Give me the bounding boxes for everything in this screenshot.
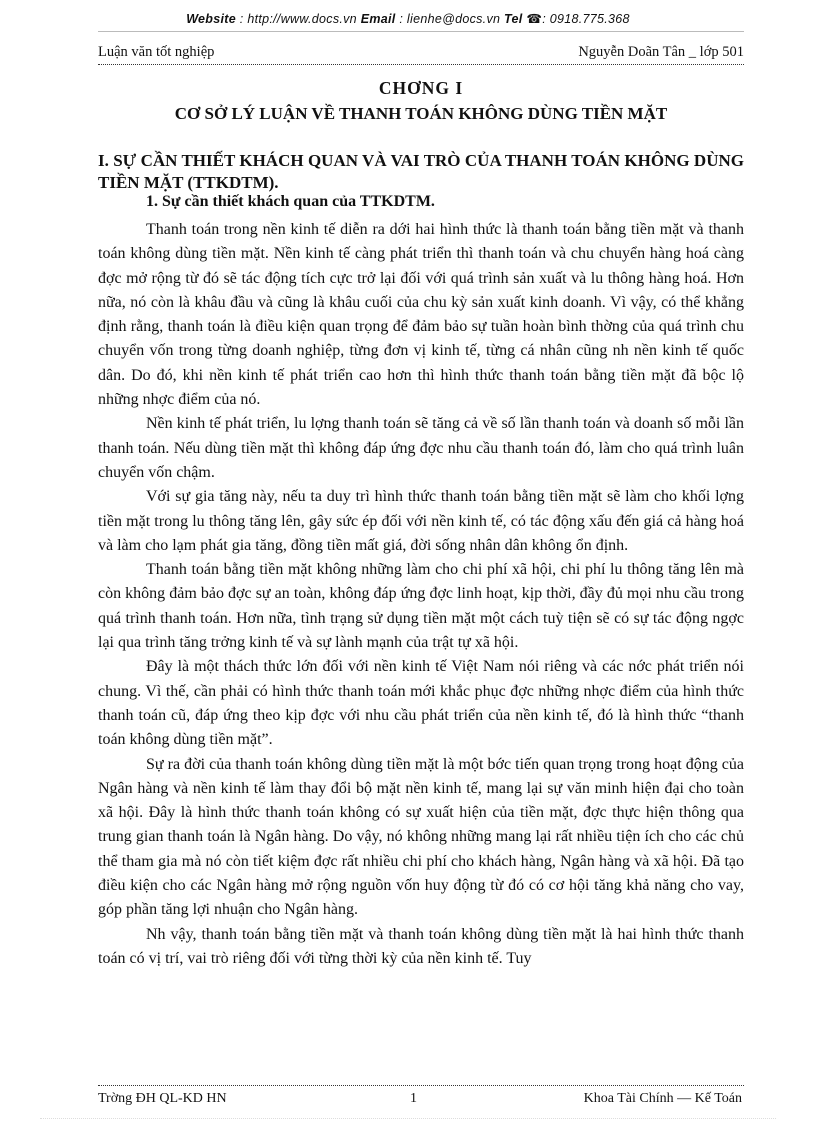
website-value: : http://www.docs.vn [239, 12, 357, 26]
subsection-heading: 1. Sự cần thiết khách quan của TTKDTM. [146, 193, 435, 210]
page-bottom-border [40, 1118, 776, 1119]
header-right-text: Nguyễn Doãn Tân _ lớp 501 [578, 44, 744, 60]
website-label: Website [186, 12, 236, 26]
tel-value: ☎: 0918.775.368 [526, 12, 630, 26]
paragraph: Đây là một thách thức lớn đối với nền kinh tế Việt Nam nói riêng và các nớc phát triển nói chung. Vì thế, cần phải có hình thức thanh toán mới khắc phục đợc những nhợc điểm của hình thức thanh toán cũ, đáp ứng theo kịp đợc với nhu cầu phát triển của nền kinh tế, đó là hình thức “thanh toán không dùng tiền mặt”. [98, 658, 744, 749]
paragraph: Nh vậy, thanh toán bằng tiền mặt và thanh toán không dùng tiền mặt là hai hình thức thanh toán có vị trí, vai trò riêng đối với từng thời kỳ của nền kinh tế. Tuy [98, 925, 744, 967]
footer-divider [98, 1085, 744, 1086]
page-number: 1 [410, 1091, 417, 1106]
header-left-text: Luận văn tốt nghiệp [98, 44, 215, 60]
paragraph: Thanh toán trong nền kinh tế diễn ra dới hai hình thức là thanh toán bằng tiền mặt và thanh toán không dùng tiền mặt. Nền kinh tế càng phát triển thì thanh toán và chu chuyển hàng hoá càng đợc mở rộng từ đó sẽ tác động tích cực trở lại đối với quá trình sản xuất và lu thông hàng hoá. Hơn nữa, nó còn là khâu đầu và cũng là khâu cuối của chu kỳ sản xuất kinh doanh. Vì vậy, có thể khẳng định rằng, thanh toán là điều kiện quan trọng để đảm bảo sự tuần hoàn bình thờng của quá trình chu chuyển vốn trong từng doanh nghiệp, từng đơn vị kinh tế, từng cá nhân cũng nh nền kinh tế quốc dân. Do đó, khi nền kinh tế phát triển cao hơn thì hình thức thanh toán bằng tiền mặt đã bộc lộ những nhợc điểm của nó. [98, 221, 744, 409]
site-contact-bar [0, 11, 816, 26]
chapter-number: CHƠNG I [378, 78, 464, 98]
paragraph: Thanh toán bằng tiền mặt không những làm cho chi phí xã hội, chi phí lu thông tăng lên mà còn không đảm bảo đợc sự an toàn, không đáp ứng đợc linh hoạt, kịp thời, đầy đủ mọi nhu cầu trong quá trình thanh toán. Hơn nữa, tình trạng sử dụng tiền mặt một cách tuỳ tiện sẽ có sự tác động ngợc lại qua trình tăng trởng kinh tế và sự lành mạnh của trật tự xã hội. [98, 561, 744, 652]
header-divider [98, 64, 744, 65]
running-header [98, 44, 744, 64]
paragraph: Nền kinh tế phát triển, lu lợng thanh toán sẽ tăng cả về số lần thanh toán và doanh số mỗi lần thanh toán. Nếu dùng tiền mặt thì không đáp ứng đợc nhu cầu thanh toán đó, làm cho quá trình luân chuyển vốn chậm. [98, 415, 744, 481]
paragraph: Sự ra đời của thanh toán không dùng tiền mặt là một bớc tiến quan trọng trong hoạt động của Ngân hàng và nền kinh tế làm thay đổi bộ mặt nền kinh tế, mang lại sự văn minh hiện đại cho toàn xã hội. Đây là hình thức thanh toán không có sự xuất hiện của tiền mặt, đợc thực hiện thông qua trung gian thanh toán là Ngân hàng. Do vậy, nó không những mang lại rất nhiều tiện ích cho các chủ thể tham gia mà nó còn tiết kiệm đợc rất nhiều chi phí cho khách hàng, Ngân hàng và xã hội. Đã tạo điều kiện cho các Ngân hàng mở rộng nguồn vốn huy động từ đó có cơ hội tăng khả năng cho vay, góp phần tăng lợi nhuận cho Ngân hàng. [98, 755, 744, 919]
paragraph: Với sự gia tăng này, nếu ta duy trì hình thức thanh toán bằng tiền mặt sẽ làm cho khối lợng tiền mặt trong lu thông tăng lên, gây sức ép đối với nền kinh tế, có tác động xấu đến giá cả hàng hoá và làm cho lạm phát gia tăng, đồng tiền mất giá, đời sống nhân dân không ổn định. [98, 488, 744, 554]
footer-left-text: Trờng ĐH QL-KD HN [98, 1091, 227, 1106]
tel-label: Tel [504, 12, 523, 26]
email-value: : lienhe@docs.vn [399, 12, 501, 26]
footer-right-text: Khoa Tài Chính — Kế Toán [583, 1091, 742, 1106]
page-footer [98, 1091, 744, 1109]
chapter-title: CƠ SỞ LÝ LUẬN VỀ THANH TOÁN KHÔNG DÙNG TIỀN MẶT [174, 104, 668, 123]
email-label: Email [360, 12, 396, 26]
section-heading: I. SỰ CẦN THIẾT KHÁCH QUAN VÀ VAI TRÒ CỦA THANH TOÁN KHÔNG DÙNG TIỀN MẶT (TTKDTM). [98, 151, 744, 192]
body-text [98, 218, 744, 971]
site-bar-divider [98, 31, 744, 32]
